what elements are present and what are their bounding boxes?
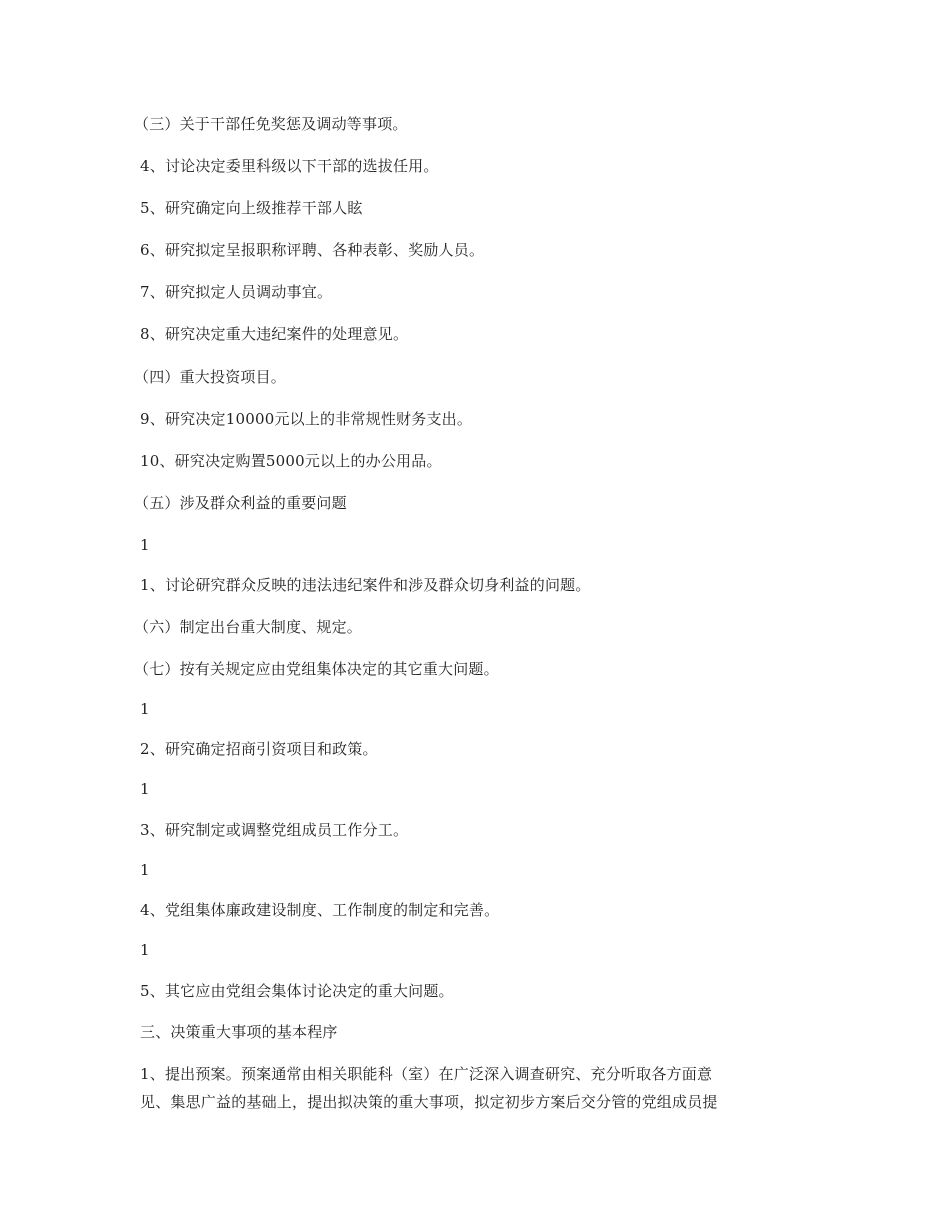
stray-number: 1 [140,700,150,718]
paragraph-line: 4、党组集体廉政建设制度、工作制度的制定和完善。 [140,901,500,919]
section-heading-3: （三）关于干部任免奖惩及调动等事项。 [134,115,408,133]
paragraph-line: 9、研究决定10000元以上的非常规性财务支出。 [140,410,473,428]
stray-number: 1 [140,861,150,879]
stray-number: 1 [140,536,150,554]
paragraph-line: 4、讨论决定委里科级以下干部的选拔任用。 [140,157,439,175]
paragraph-line: 1、提出预案。预案通常由相关职能科（室）在广泛深入调查研究、充分听取各方面意 [140,1065,713,1083]
stray-number: 1 [140,941,150,959]
paragraph-line: 3、研究制定或调整党组成员工作分工。 [140,821,409,839]
section-heading-4: （四）重大投资项目。 [134,368,287,386]
paragraph-line: 5、其它应由党组会集体讨论决定的重大问题。 [140,982,454,1000]
paragraph-line: 7、研究拟定人员调动事宜。 [140,283,333,301]
paragraph-line: 6、研究拟定呈报职称评聘、各种表彰、奖励人员。 [140,241,485,259]
paragraph-line: 2、研究确定招商引资项目和政策。 [140,740,378,758]
paragraph-line: 10、研究决定购置5000元以上的办公用品。 [140,452,442,470]
section-heading-7: （七）按有关规定应由党组集体决定的其它重大问题。 [134,660,499,678]
stray-number: 1 [140,780,150,798]
section-heading-5: （五）涉及群众利益的重要问题 [134,494,347,512]
paragraph-line: 8、研究决定重大违纪案件的处理意见。 [140,325,409,343]
paragraph-line: 见、集思广益的基础上，提出拟决策的重大事项，拟定初步方案后交分管的党组成员提 [140,1093,718,1111]
paragraph-line: 1、讨论研究群众反映的违法违纪案件和涉及群众切身利益的问题。 [140,576,591,594]
section-heading-6: （六）制定出台重大制度、规定。 [134,618,363,636]
section-heading-three: 三、决策重大事项的基本程序 [140,1023,338,1041]
paragraph-line: 5、研究确定向上级推荐干部人眩 [140,199,363,217]
